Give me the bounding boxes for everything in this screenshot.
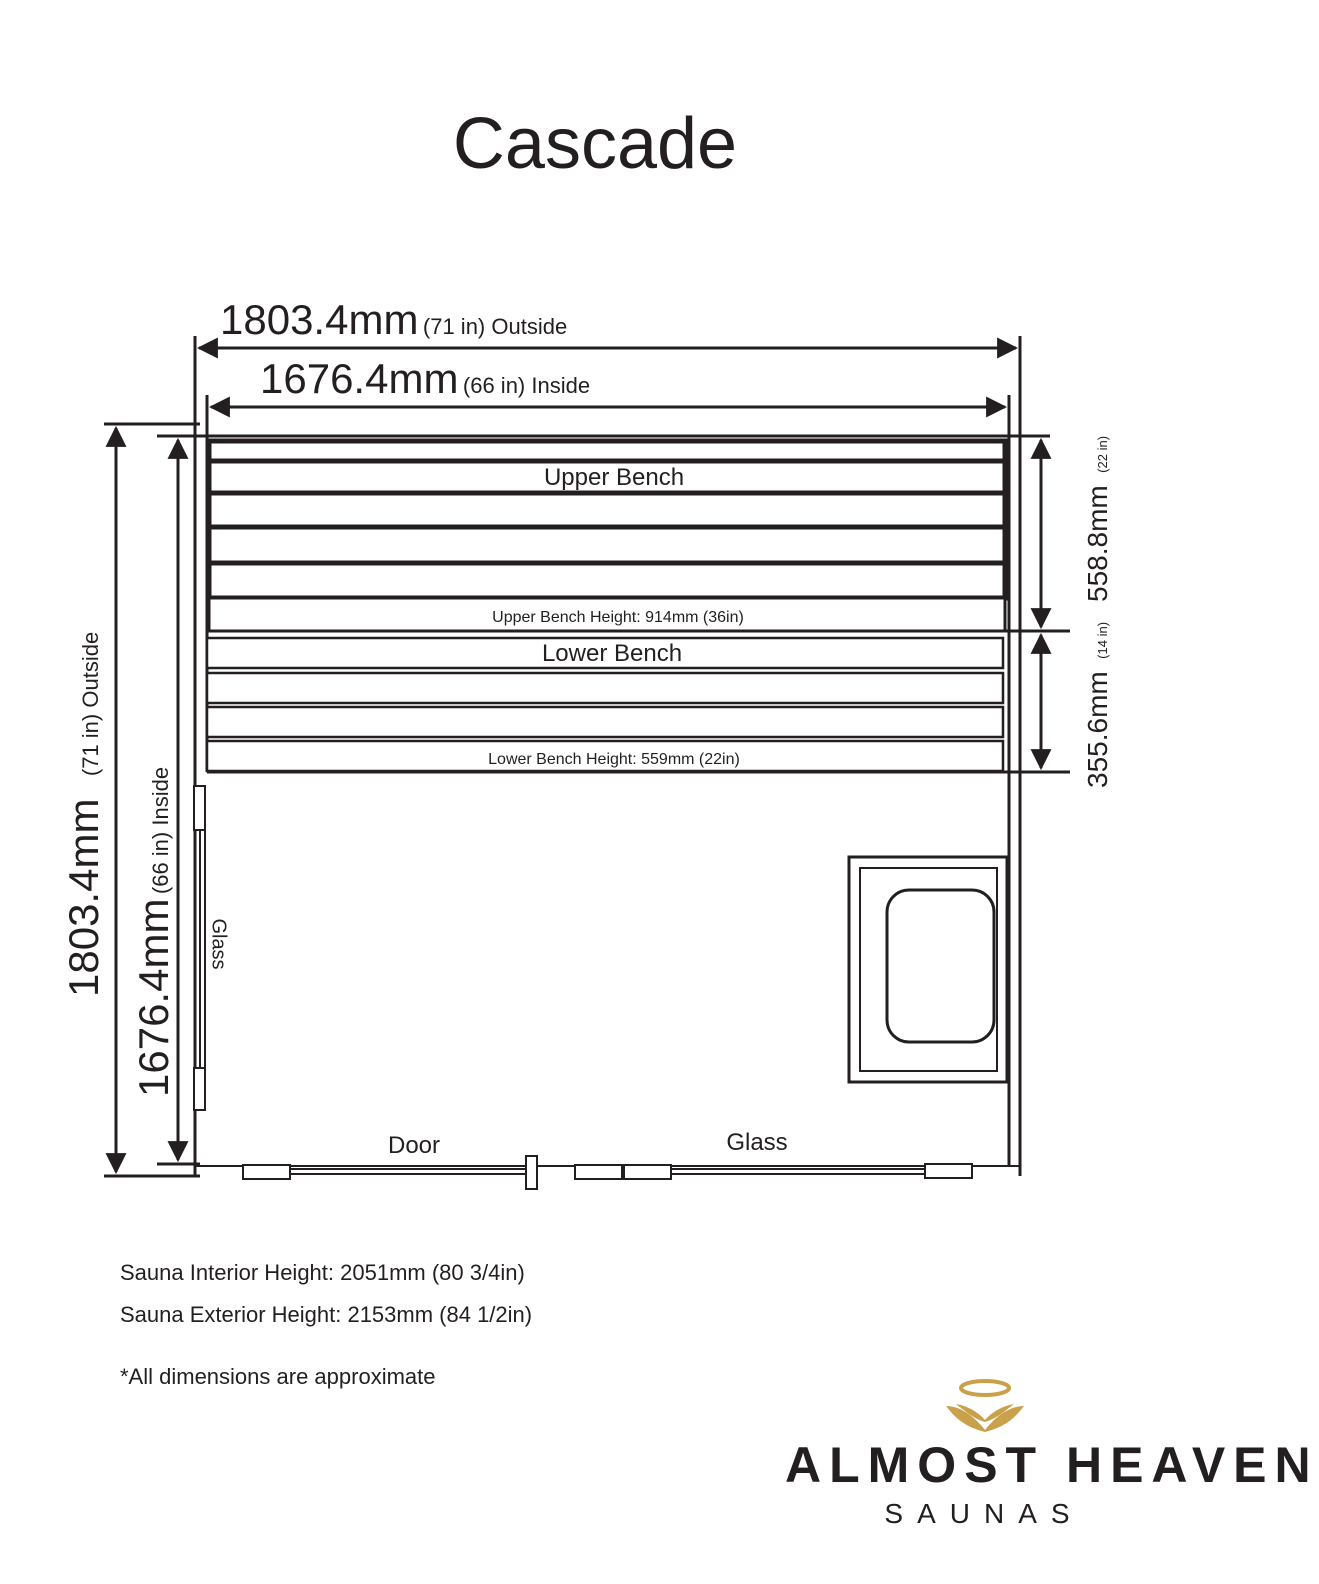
upper-bench-depth-label <box>1082 436 1114 602</box>
lower-bench-depth-mm: 355.6mm <box>1082 671 1113 788</box>
front-glass-label: Glass <box>726 1129 788 1156</box>
width-outside-in: (71 in) Outside <box>422 314 568 339</box>
upper-bench-depth-mm: 558.8mm <box>1082 485 1113 602</box>
depth-outside-label <box>60 632 108 997</box>
page-title: Cascade <box>452 104 738 184</box>
front-wall <box>195 1156 1020 1189</box>
depth-inside-mm: 1676.4mm <box>130 898 177 1097</box>
brand-logo-icon <box>940 1376 1030 1436</box>
brand-wordmark <box>785 1437 1319 1529</box>
upper-bench-height-label: Upper Bench Height: 914mm (36in) <box>492 609 744 626</box>
depth-outside-in: (71 in) Outside <box>78 631 103 777</box>
lower-bench-height-label: Lower Bench Height: 559mm (22in) <box>488 751 740 768</box>
width-outside-mm: 1803.4mm <box>220 296 419 343</box>
interior-height-note: Sauna Interior Height: 2051mm (80 3/4in) <box>120 1260 525 1285</box>
lower-bench-depth-in: (14 in) <box>1095 621 1110 659</box>
approximate-disclaimer: *All dimensions are approximate <box>120 1364 436 1389</box>
depth-inside-in: (66 in) Inside <box>148 766 173 895</box>
lower-bench-label: Lower Bench <box>541 640 683 667</box>
height-notes <box>120 1252 532 1398</box>
side-glass-label: Glass <box>207 918 230 970</box>
upper-bench-label: Upper Bench <box>543 464 685 491</box>
brand-subname: SAUNAS <box>884 1498 1084 1529</box>
lower-bench-depth-label <box>1082 622 1114 788</box>
width-inside-label <box>260 355 590 403</box>
upper-bench-depth-in: (22 in) <box>1095 435 1110 473</box>
depth-outside-mm: 1803.4mm <box>60 798 107 997</box>
brand-name: ALMOST HEAVEN <box>785 1437 1319 1493</box>
depth-inside-label <box>130 767 178 1097</box>
width-inside-mm: 1676.4mm <box>260 355 459 402</box>
door-label: Door <box>387 1132 441 1159</box>
width-inside-in: (66 in) Inside <box>462 373 591 398</box>
width-outside-label <box>220 296 567 344</box>
exterior-height-note: Sauna Exterior Height: 2153mm (84 1/2in) <box>120 1302 533 1327</box>
heater <box>849 857 1007 1082</box>
